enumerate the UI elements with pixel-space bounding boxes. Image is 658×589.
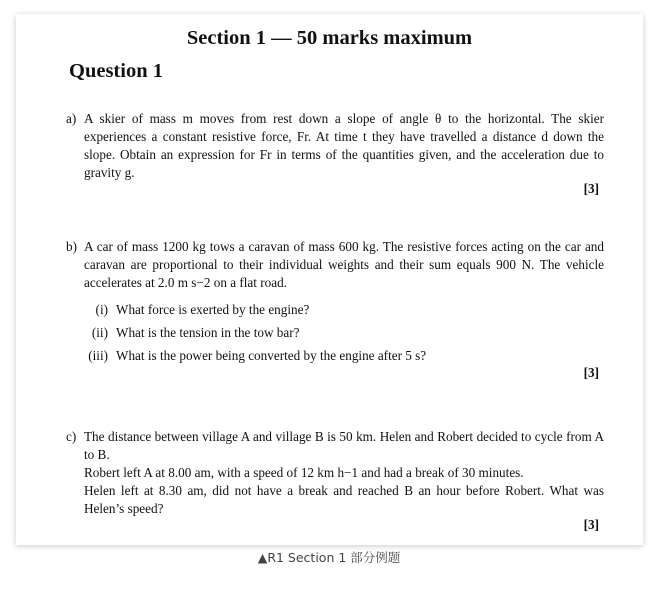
- sub-question: [84, 344, 604, 367]
- part-c-letter: c): [66, 429, 77, 444]
- sub-question-number: (i): [95, 302, 108, 317]
- section-title: Section 1 — 50 marks maximum: [186, 27, 473, 49]
- sub-question: [84, 321, 604, 344]
- part-c-marks: [3]: [583, 517, 599, 532]
- question-title: Question 1: [69, 60, 163, 82]
- part-a-marks: [3]: [583, 181, 599, 196]
- figure-caption: ▲R1 Section 1 部分例题: [257, 550, 401, 565]
- part-c-line2: Robert left A at 8.00 am, with a speed of 12 km h−1 and had a break of 30 minutes.: [84, 465, 524, 480]
- sub-question-text: What is the power being converted by the engine after 5 s?: [116, 348, 427, 363]
- exam-page: [16, 14, 643, 545]
- part-a-letter: a): [66, 111, 77, 126]
- part-b-letter: b): [66, 239, 77, 254]
- part-a-text: A skier of mass m moves from rest down a slope of angle θ to the horizontal. The skier experiences a constant resistive force, Fr. At time t they have travelled a distance d down the slope. Obtain an expression for Fr in terms of the quantities given, and the acceleration due to gravity g.: [84, 111, 604, 180]
- part-a: [66, 110, 604, 182]
- part-b: [66, 238, 604, 367]
- sub-question-text: What force is exerted by the engine?: [116, 302, 310, 317]
- sub-question-number: (ii): [91, 325, 108, 340]
- sub-question-number: (iii): [88, 348, 108, 363]
- part-b-text: A car of mass 1200 kg tows a caravan of mass 600 kg. The resistive forces acting on the car and caravan are proportional to their individual weights and their sum equals 900 N. The vehicle accelerates at 2.0 m s−2 on a flat road.: [84, 239, 604, 290]
- part-b-marks: [3]: [583, 365, 599, 380]
- part-c-line3: Helen left at 8.30 am, did not have a break and reached B an hour before Robert. What was Helen’s speed?: [84, 483, 604, 516]
- part-c: [66, 428, 604, 518]
- part-c-line1: The distance between village A and village B is 50 km. Helen and Robert decided to cycle from A to B.: [84, 429, 604, 462]
- sub-question-text: What is the tension in the tow bar?: [116, 325, 300, 340]
- sub-question: [84, 298, 604, 321]
